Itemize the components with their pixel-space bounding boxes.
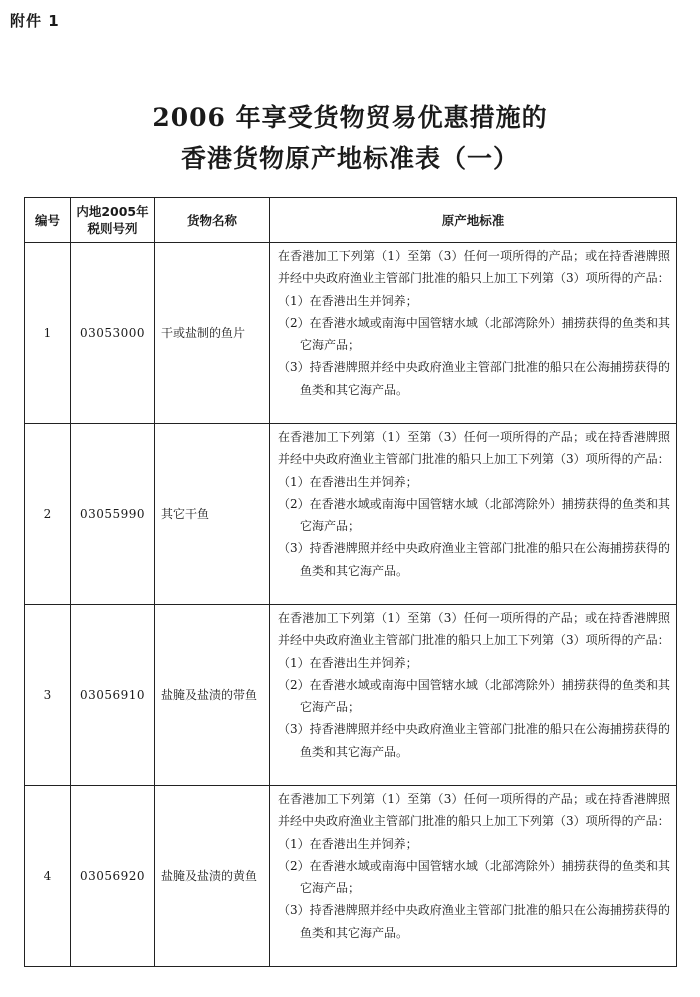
standard-item-3: （3）持香港牌照并经中央政府渔业主管部门批准的船只在公海捕捞获得的鱼类和其它海产品。 — [278, 360, 670, 397]
standard-item-2: （2）在香港水域或南海中国管辖水域（北部湾除外）捕捞获得的鱼类和其它海产品； — [278, 315, 670, 353]
table-row — [25, 605, 677, 786]
row-no: 4 — [25, 786, 71, 967]
standard-intro: 在香港加工下列第（1）至第（3）任何一项所得的产品；或在持香港牌照并经中央政府渔业主管部门批准的船只上加工下列第（3）项所得的产品： — [278, 249, 670, 286]
row-origin-standard — [270, 424, 677, 605]
standard-item-2: （2）在香港水域或南海中国管辖水域（北部湾除外）捕捞获得的鱼类和其它海产品； — [278, 677, 670, 715]
header-no: 编号 — [25, 198, 71, 243]
row-tariff-code: 03055990 — [71, 424, 155, 605]
row-origin-standard — [270, 605, 677, 786]
table-row — [25, 786, 677, 967]
header-tariff-code-line-1: 内地2005年 — [76, 204, 149, 219]
row-no: 3 — [25, 605, 71, 786]
row-origin-standard — [270, 786, 677, 967]
table-row — [25, 424, 677, 605]
standard-item-1: （1）在香港出生并饲养； — [278, 474, 418, 489]
standard-intro: 在香港加工下列第（1）至第（3）任何一项所得的产品；或在持香港牌照并经中央政府渔业主管部门批准的船只上加工下列第（3）项所得的产品： — [278, 792, 670, 829]
attachment-label: 附件 1 — [10, 12, 60, 30]
row-no: 1 — [25, 243, 71, 424]
standard-item-3: （3）持香港牌照并经中央政府渔业主管部门批准的船只在公海捕捞获得的鱼类和其它海产品。 — [278, 722, 670, 759]
header-tariff-code-line-2: 税则号列 — [87, 221, 138, 236]
row-tariff-code: 03056920 — [71, 786, 155, 967]
standard-item-2: （2）在香港水域或南海中国管辖水域（北部湾除外）捕捞获得的鱼类和其它海产品； — [278, 496, 670, 534]
row-tariff-code: 03056910 — [71, 605, 155, 786]
standard-item-2: （2）在香港水域或南海中国管辖水域（北部湾除外）捕捞获得的鱼类和其它海产品； — [278, 858, 670, 896]
standard-intro: 在香港加工下列第（1）至第（3）任何一项所得的产品；或在持香港牌照并经中央政府渔业主管部门批准的船只上加工下列第（3）项所得的产品： — [278, 611, 670, 648]
standard-item-3: （3）持香港牌照并经中央政府渔业主管部门批准的船只在公海捕捞获得的鱼类和其它海产品。 — [278, 541, 670, 578]
standard-item-3: （3）持香港牌照并经中央政府渔业主管部门批准的船只在公海捕捞获得的鱼类和其它海产品。 — [278, 903, 670, 940]
standard-item-1: （1）在香港出生并饲养； — [278, 293, 418, 308]
table-header-row — [25, 198, 677, 243]
header-tariff-code — [71, 198, 155, 243]
row-origin-standard — [270, 243, 677, 424]
origin-standard-table — [24, 197, 677, 967]
document-title-line-1: 2006 年享受货物贸易优惠措施的 — [152, 103, 548, 132]
row-no: 2 — [25, 424, 71, 605]
row-goods-name: 其它干鱼 — [155, 424, 270, 605]
header-origin-standard: 原产地标准 — [270, 198, 677, 243]
row-goods-name: 盐腌及盐渍的黄鱼 — [155, 786, 270, 967]
header-goods-name: 货物名称 — [155, 198, 270, 243]
standard-item-1: （1）在香港出生并饲养； — [278, 655, 418, 670]
standard-item-1: （1）在香港出生并饲养； — [278, 836, 418, 851]
document-title-line-2: 香港货物原产地标准表（一） — [180, 144, 519, 173]
row-goods-name: 干或盐制的鱼片 — [155, 243, 270, 424]
standard-intro: 在香港加工下列第（1）至第（3）任何一项所得的产品；或在持香港牌照并经中央政府渔业主管部门批准的船只上加工下列第（3）项所得的产品： — [278, 430, 670, 467]
row-goods-name: 盐腌及盐渍的带鱼 — [155, 605, 270, 786]
row-tariff-code: 03053000 — [71, 243, 155, 424]
table-row — [25, 243, 677, 424]
